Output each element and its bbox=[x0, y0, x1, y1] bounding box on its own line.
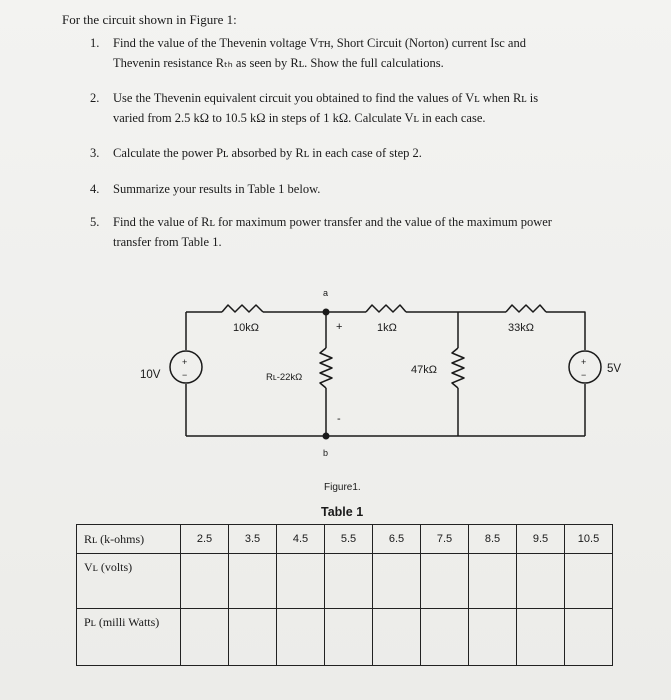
question-line: transfer from Table 1. bbox=[113, 235, 222, 249]
header-cell: 3.5 bbox=[229, 525, 277, 554]
blank-cell[interactable] bbox=[277, 554, 325, 609]
intro-text: For the circuit shown in Figure 1: bbox=[62, 12, 237, 27]
header-cell: 10.5 bbox=[565, 525, 613, 554]
blank-cell[interactable] bbox=[421, 609, 469, 666]
label-minus: - bbox=[337, 413, 341, 425]
question-line: Calculate the power Pʟ absorbed by Rʟ in each case of step 2. bbox=[113, 146, 422, 160]
blank-cell[interactable] bbox=[421, 554, 469, 609]
source-5v-minus: − bbox=[581, 370, 587, 380]
row-label-pl: Pʟ (milli Watts) bbox=[77, 609, 181, 666]
resistor-1k bbox=[366, 305, 406, 312]
table-row-vl bbox=[77, 554, 613, 609]
table-row-rl bbox=[77, 525, 613, 554]
question-line: Find the value of the Thevenin voltage Vᴛʜ, Short Circuit (Norton) current Isc and bbox=[113, 36, 526, 50]
blank-cell[interactable] bbox=[469, 609, 517, 666]
resistor-rl bbox=[320, 348, 332, 388]
blank-cell[interactable] bbox=[229, 609, 277, 666]
label-47k: 47kΩ bbox=[411, 364, 437, 376]
blank-cell[interactable] bbox=[565, 554, 613, 609]
blank-cell[interactable] bbox=[277, 609, 325, 666]
row-label-rl: Rʟ (k-ohms) bbox=[77, 525, 181, 554]
header-cell: 8.5 bbox=[469, 525, 517, 554]
label-5v: 5V bbox=[607, 363, 622, 375]
question-line: varied from 2.5 kΩ to 10.5 kΩ in steps of 1 kΩ. Calculate Vʟ in each case. bbox=[113, 111, 486, 125]
label-node-a: a bbox=[323, 288, 329, 298]
blank-cell[interactable] bbox=[517, 554, 565, 609]
question-number: 3. bbox=[90, 146, 100, 160]
label-33k: 33kΩ bbox=[508, 322, 534, 334]
blank-cell[interactable] bbox=[517, 609, 565, 666]
label-node-b: b bbox=[323, 448, 329, 458]
label-plus: + bbox=[336, 321, 343, 333]
question-number: 1. bbox=[90, 36, 100, 50]
blank-cell[interactable] bbox=[325, 609, 373, 666]
wire-top bbox=[546, 312, 585, 350]
blank-cell[interactable] bbox=[373, 554, 421, 609]
header-cell: 7.5 bbox=[421, 525, 469, 554]
header-cell: 6.5 bbox=[373, 525, 421, 554]
blank-cell[interactable] bbox=[469, 554, 517, 609]
row-label-vl: Vʟ (volts) bbox=[77, 554, 181, 609]
label-rl: Rʟ-22kΩ bbox=[266, 372, 303, 383]
question-number: 2. bbox=[90, 91, 100, 105]
blank-cell[interactable] bbox=[373, 609, 421, 666]
node-b-dot bbox=[323, 433, 330, 440]
blank-cell[interactable] bbox=[325, 554, 373, 609]
blank-cell[interactable] bbox=[229, 554, 277, 609]
question-number: 5. bbox=[90, 215, 100, 229]
question-line: Summarize your results in Table 1 below. bbox=[113, 182, 321, 196]
header-cell: 5.5 bbox=[325, 525, 373, 554]
blank-cell[interactable] bbox=[181, 554, 229, 609]
resistor-10k bbox=[222, 305, 263, 312]
results-table bbox=[76, 524, 613, 666]
source-10v-plus: + bbox=[182, 357, 188, 367]
resistor-33k bbox=[506, 305, 546, 312]
header-cell: 9.5 bbox=[517, 525, 565, 554]
figure-caption: Figure1. bbox=[324, 482, 361, 493]
header-cell: 4.5 bbox=[277, 525, 325, 554]
label-10v: 10V bbox=[140, 369, 161, 381]
source-5v-plus: + bbox=[581, 357, 587, 367]
blank-cell[interactable] bbox=[565, 609, 613, 666]
question-line: Find the value of Rʟ for maximum power transfer and the value of the maximum power bbox=[113, 215, 552, 229]
table-row-pl bbox=[77, 609, 613, 666]
node-a-dot bbox=[323, 309, 330, 316]
header-cell: 2.5 bbox=[181, 525, 229, 554]
question-line: Use the Thevenin equivalent circuit you obtained to find the values of Vʟ when Rʟ is bbox=[113, 91, 539, 105]
label-10k: 10kΩ bbox=[233, 322, 259, 334]
blank-cell[interactable] bbox=[181, 609, 229, 666]
resistor-47k bbox=[452, 348, 464, 388]
question-number: 4. bbox=[90, 182, 100, 196]
question-line: Thevenin resistance Rₜₕ as seen by Rʟ. Show the full calculations. bbox=[113, 56, 444, 70]
label-1k: 1kΩ bbox=[377, 322, 397, 334]
source-10v-minus: − bbox=[182, 370, 188, 380]
table-caption: Table 1 bbox=[321, 505, 364, 519]
